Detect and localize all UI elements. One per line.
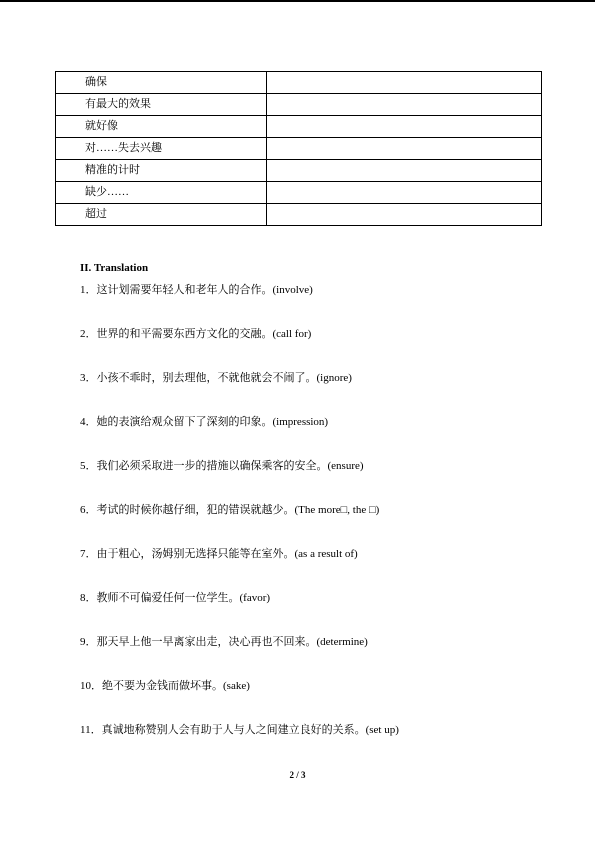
translation-question: 7．由于粗心，汤姆别无选择只能等在室外。(as a result of) [80,548,358,560]
table-row [56,182,542,204]
translation-question: 1．这计划需要年轻人和老年人的合作。(involve) [80,284,313,296]
answer-cell[interactable] [267,160,542,182]
translation-question: 4．她的表演给观众留下了深刻的印象。(impression) [80,416,329,428]
chinese-phrase-cell: 精准的计时 [56,160,267,182]
table-row [56,116,542,138]
chinese-phrase-cell: 对……失去兴趣 [56,138,267,160]
translation-question: 2．世界的和平需要东西方文化的交融。(call for) [80,328,312,340]
table-row [56,204,542,226]
translation-question: 11．真诚地称赞别人会有助于人与人之间建立良好的关系。(set up) [80,724,399,736]
table-row [56,138,542,160]
chinese-phrase-cell: 超过 [56,204,267,226]
chinese-phrase-cell: 有最大的效果 [56,94,267,116]
translation-question: 10．绝不要为金钱而做坏事。(sake) [80,680,250,692]
vocabulary-table [55,71,542,226]
answer-cell[interactable] [267,116,542,138]
chinese-phrase-cell: 就好像 [56,116,267,138]
translation-question: 5．我们必须采取进一步的措施以确保乘客的安全。(ensure) [80,460,364,472]
answer-cell[interactable] [267,138,542,160]
chinese-phrase-cell: 缺少…… [56,182,267,204]
chinese-phrase-cell: 确保 [56,72,267,94]
answer-cell[interactable] [267,72,542,94]
section-heading: II. Translation [80,262,149,274]
page-number: 2 / 3 [289,770,306,780]
translation-question: 3．小孩不乖时，别去理他，不就他就会不闹了。(ignore) [80,372,352,384]
table-row [56,72,542,94]
top-border-line [0,0,595,2]
answer-cell[interactable] [267,182,542,204]
table-row [56,160,542,182]
answer-cell[interactable] [267,204,542,226]
answer-cell[interactable] [267,94,542,116]
translation-question: 8．教师不可偏爱任何一位学生。(favor) [80,592,271,604]
table-row [56,94,542,116]
translation-question: 9．那天早上他一早离家出走，决心再也不回来。(determine) [80,636,368,648]
translation-question: 6．考试的时候你越仔细，犯的错误就越少。(The more□, the □) [80,504,380,516]
